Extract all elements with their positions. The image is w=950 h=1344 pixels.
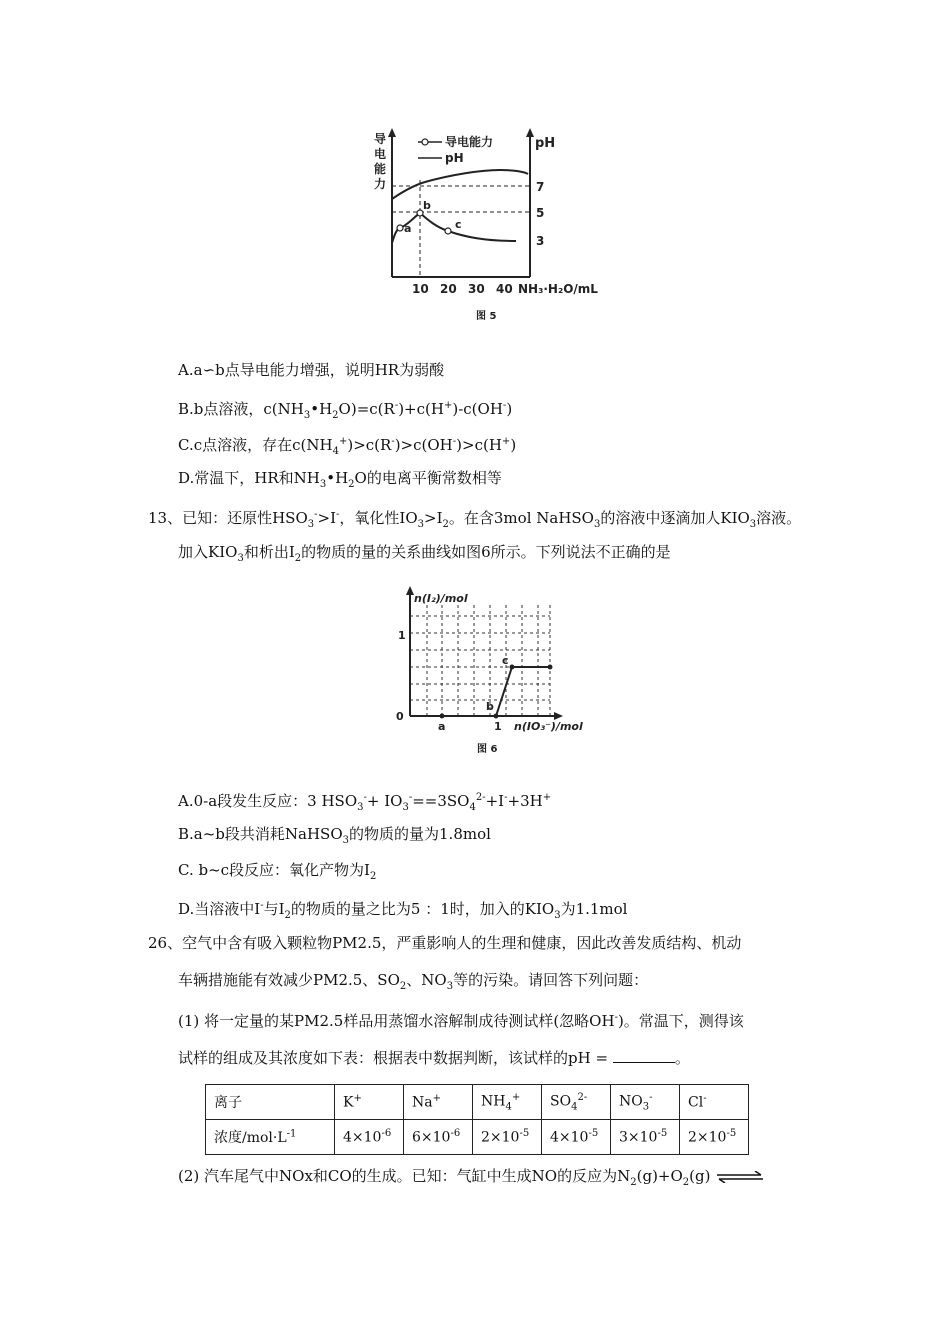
q13-stem-line1: 13、已知：还原性$HSO_3^->I^-$，氧化性$IO_3>I_2$。在含3mol NaHSO$_3$的溶液中逐滴加人$KIO_3$溶液。 — [148, 509, 802, 530]
equilibrium-arrow-icon — [715, 1171, 765, 1183]
fig6-x-label: n(IO₃⁻)/mol — [514, 720, 583, 733]
fig5-ylabel-1: 导 — [374, 132, 387, 146]
table-cell: $6\times 10^{-6}$ — [404, 1120, 473, 1155]
fig6-curve — [410, 667, 550, 716]
q12-option-b: B.b点溶液，$c(NH_3•H_2O)=c(R^-)+c(H^+)-c(OH^-)$ — [178, 400, 513, 421]
q12-option-d: D.常温下，HR和$NH_3•H_2O$的电离平衡常数相等 — [178, 469, 502, 490]
fig6-point-c: c — [502, 654, 509, 667]
table-cell: $NO_3^-$ — [611, 1085, 680, 1120]
fig5-ylabel-4: 力 — [374, 177, 387, 191]
q12-option-c: C.c点溶液，存在$c(NH_4^+)>c(R^-)>c(OH^-)>c(H^+)$ — [178, 436, 517, 457]
fig6-point-a-marker — [440, 714, 445, 719]
q26-part2-line1: (2) 汽车尾气中NOx和CO的生成。已知：气缸中生成NO的反应为$N_2(g)+O_2(g)$ — [178, 1166, 765, 1193]
fig6-x-tick: 1 — [494, 720, 502, 733]
fig6-y-tick: 1 — [398, 629, 406, 642]
fig6-point-a: a — [438, 720, 446, 733]
q26-part1-line1: (1) 将一定量的某PM2.5样品用蒸馏水溶解制成待测试样(忽略OH-)。常温下，测得该 — [178, 1012, 744, 1030]
q26-stem-line1: 26、空气中含有吸入颗粒物PM2.5，严重影响人的生理和健康，因此改善发质结构、机动 — [148, 934, 742, 952]
fig5-x-tick-30: 30 — [468, 282, 485, 296]
fig5-ph-tick-7: 7 — [536, 180, 545, 194]
fig5-x-tick-40: 40 — [496, 282, 513, 296]
fig6-point-b: b — [486, 700, 494, 713]
fig5-ph-label: pH — [535, 136, 556, 151]
table-cell: $SO_4^{2-}$ — [542, 1085, 611, 1120]
concentration-table — [205, 1084, 749, 1155]
q13-option-a: A.0-a段发生反应：3 $HSO_3^-+ IO_3^-==3SO_4^{2-}+I^-+3H^+$ — [178, 792, 552, 813]
q26-part1-line2: 试样的组成及其浓度如下表：根据表中数据判断，该试样的pH = 。 — [178, 1049, 690, 1067]
fig5-caption: 图 5 — [476, 311, 497, 322]
fig6-end-marker — [548, 665, 553, 670]
table-cell: $NH_4^+$ — [473, 1085, 542, 1120]
figure-5 — [370, 125, 610, 325]
ph-answer-blank[interactable] — [613, 1048, 675, 1063]
q13-stem-line2: 加入$KIO_3$和析出$I_2$的物质的量的关系曲线如图6所示。下列说法不正确的是 — [178, 543, 671, 564]
fig5-legend-ph: pH — [445, 151, 464, 165]
table-cell-header: 浓度$/mol\cdot L^{-1}$ — [206, 1120, 335, 1155]
table-cell: $4\times 10^{-5}$ — [542, 1120, 611, 1155]
table-cell: Na+ — [404, 1085, 473, 1120]
legend-circle-icon — [422, 139, 428, 145]
fig5-point-a-marker — [397, 225, 403, 231]
fig5-ph-tick-3: 3 — [536, 234, 545, 248]
q26-stem-line2: 车辆措施能有效减少PM2.5、$SO_2$、$NO_3$等的污染。请回答下列问题： — [178, 971, 649, 992]
q13-option-d: D.当溶液中I-与$I_2$的物质的量之比为5 ：1时，加入的$KIO_3$为1.1mol — [178, 900, 628, 921]
fig5-point-a: a — [404, 222, 412, 235]
table-cell: Cl- — [680, 1085, 749, 1120]
table-cell: $2\times 10^{-5}$ — [680, 1120, 749, 1155]
table-cell-header: 离子 — [206, 1085, 335, 1120]
table-cell: $3\times 10^{-5}$ — [611, 1120, 680, 1155]
fig5-ph-curve — [392, 170, 528, 199]
fig5-x-tick-20: 20 — [440, 282, 457, 296]
fig5-point-b: b — [423, 199, 431, 212]
q12-option-a: A.a∽b点导电能力增强，说明HR为弱酸 — [178, 361, 445, 379]
table-row — [206, 1120, 749, 1155]
fig5-ph-tick-5: 5 — [536, 206, 545, 220]
q13-option-c: C. b~c段反应：氧化产物为$I_2$ — [178, 861, 377, 882]
fig5-point-c: c — [455, 218, 462, 231]
figure-6 — [390, 580, 600, 760]
fig5-x-label: NH₃·H₂O/mL — [518, 282, 598, 296]
fig6-point-b-marker — [494, 714, 499, 719]
fig6-y-label: n(I₂)/mol — [414, 592, 468, 605]
table-cell: $4\times 10^{-6}$ — [335, 1120, 404, 1155]
fig6-point-c-marker — [510, 665, 515, 670]
fig5-legend-conductivity: 导电能力 — [445, 135, 494, 149]
fig5-ylabel-3: 能 — [374, 162, 387, 176]
table-row — [206, 1085, 749, 1120]
fig5-ylabel-2: 电 — [374, 147, 387, 161]
fig6-origin: 0 — [396, 710, 404, 723]
fig5-x-tick-10: 10 — [412, 282, 429, 296]
table-cell: $2\times 10^{-5}$ — [473, 1120, 542, 1155]
fig5-point-c-marker — [445, 228, 451, 234]
q13-option-b: B.a~b段共消耗NaHSO$_3$的物质的量为1.8mol — [178, 825, 491, 846]
table-cell: K+ — [335, 1085, 404, 1120]
fig6-caption: 图 6 — [477, 744, 498, 755]
